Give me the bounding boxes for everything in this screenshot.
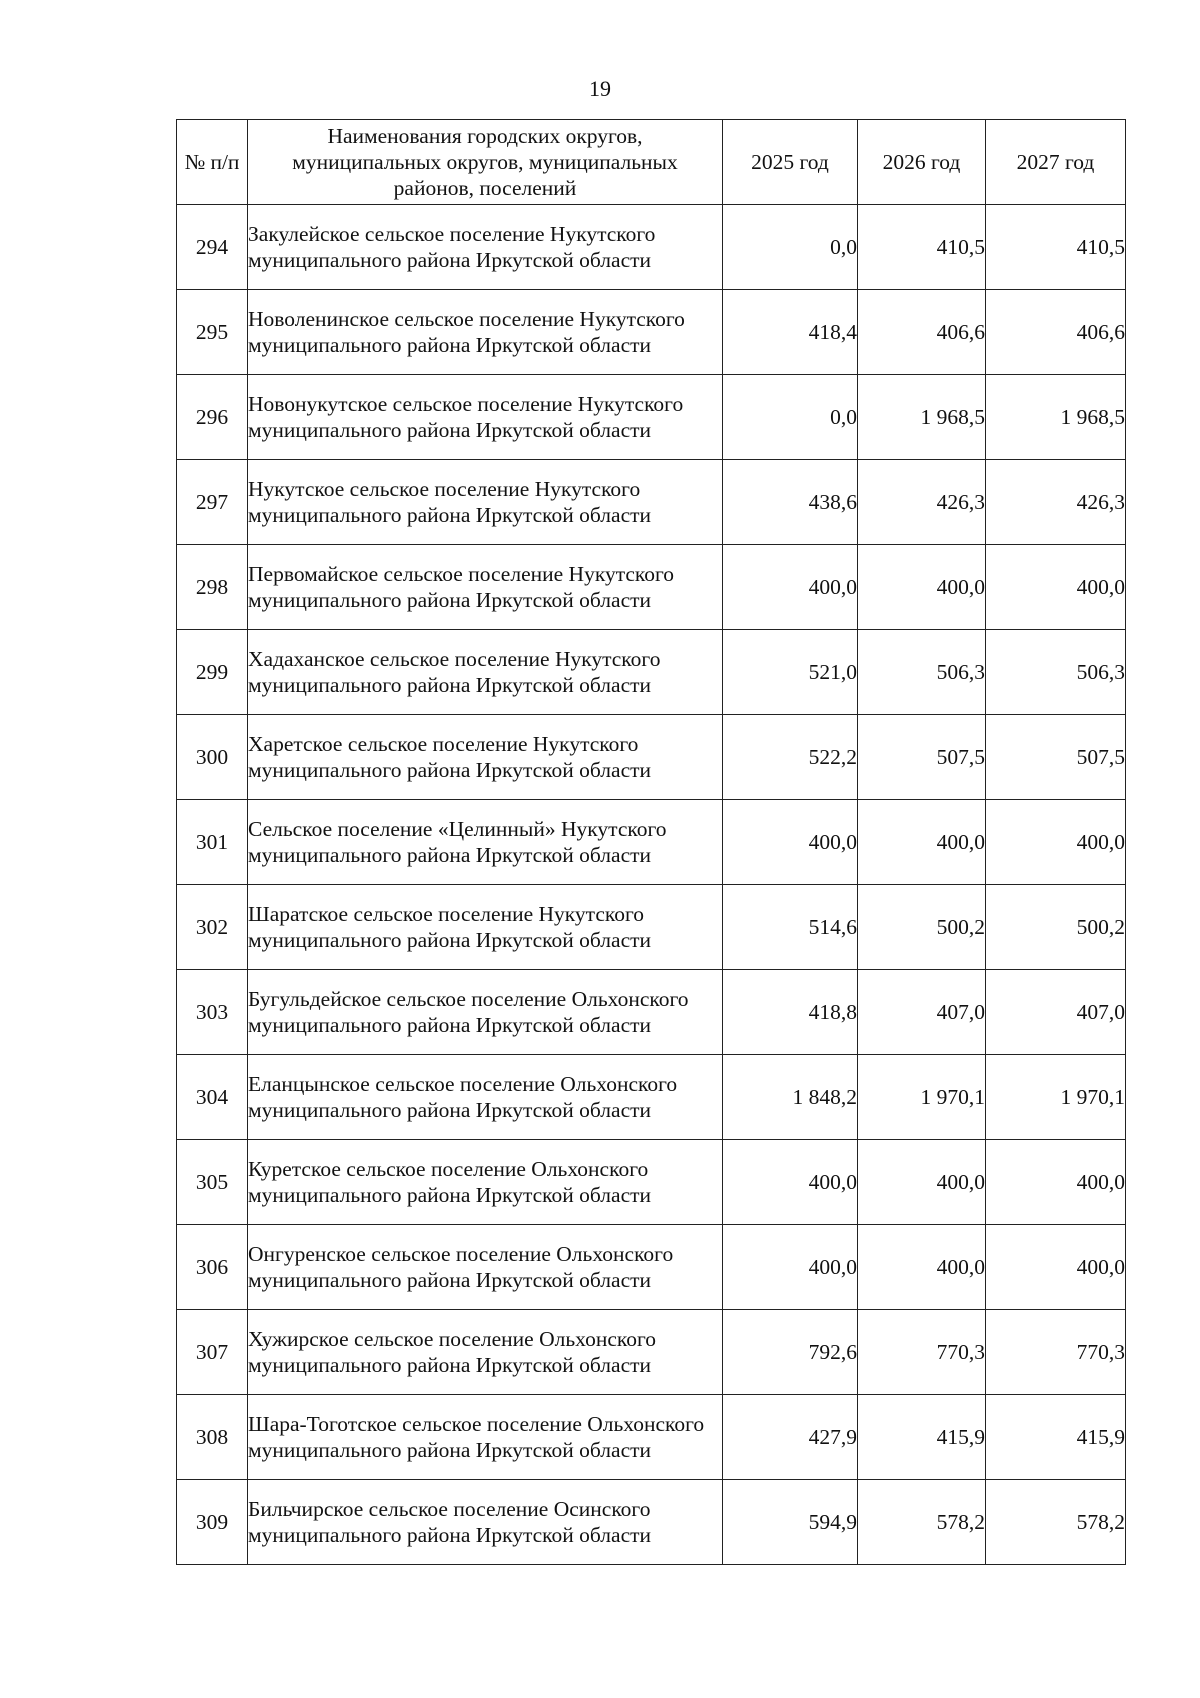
- row-value-2027: 1 968,5: [986, 375, 1126, 460]
- row-value-2025: 400,0: [723, 1225, 858, 1310]
- table-row: [177, 715, 1126, 800]
- row-number: 302: [177, 885, 248, 970]
- row-name: Нукутское сельское поселение Нукутского муниципального района Иркутской области: [248, 460, 723, 545]
- row-value-2026: 1 968,5: [858, 375, 986, 460]
- table-row: [177, 630, 1126, 715]
- row-value-2026: 400,0: [858, 1225, 986, 1310]
- table-header: [177, 120, 1126, 205]
- row-number: 309: [177, 1480, 248, 1565]
- row-number: 307: [177, 1310, 248, 1395]
- row-name: Онгуренское сельское поселение Ольхонского муниципального района Иркутской области: [248, 1225, 723, 1310]
- row-value-2025: 400,0: [723, 1140, 858, 1225]
- header-2026: 2026 год: [858, 120, 986, 205]
- row-name: Новоленинское сельское поселение Нукутского муниципального района Иркутской области: [248, 290, 723, 375]
- row-value-2027: 500,2: [986, 885, 1126, 970]
- table-row: [177, 1055, 1126, 1140]
- row-value-2025: 1 848,2: [723, 1055, 858, 1140]
- row-number: 294: [177, 205, 248, 290]
- row-value-2027: 410,5: [986, 205, 1126, 290]
- table-row: [177, 1395, 1126, 1480]
- row-value-2027: 406,6: [986, 290, 1126, 375]
- header-2027: 2027 год: [986, 120, 1126, 205]
- row-value-2025: 0,0: [723, 375, 858, 460]
- table-row: [177, 1225, 1126, 1310]
- row-number: 306: [177, 1225, 248, 1310]
- table-row: [177, 375, 1126, 460]
- row-number: 301: [177, 800, 248, 885]
- row-value-2025: 522,2: [723, 715, 858, 800]
- row-value-2027: 415,9: [986, 1395, 1126, 1480]
- budget-table: [176, 119, 1126, 1565]
- row-value-2025: 438,6: [723, 460, 858, 545]
- row-value-2027: 507,5: [986, 715, 1126, 800]
- row-number: 305: [177, 1140, 248, 1225]
- row-value-2027: 400,0: [986, 1140, 1126, 1225]
- row-value-2026: 406,6: [858, 290, 986, 375]
- header-name: Наименования городских округов, муниципальных округов, муниципальных районов, поселений: [248, 120, 723, 205]
- row-value-2026: 410,5: [858, 205, 986, 290]
- row-number: 303: [177, 970, 248, 1055]
- row-value-2025: 400,0: [723, 800, 858, 885]
- header-number: № п/п: [177, 120, 248, 205]
- row-number: 296: [177, 375, 248, 460]
- row-name: Закулейское сельское поселение Нукутского муниципального района Иркутской области: [248, 205, 723, 290]
- row-name: Новонукутское сельское поселение Нукутского муниципального района Иркутской области: [248, 375, 723, 460]
- row-name: Шаратское сельское поселение Нукутского муниципального района Иркутской области: [248, 885, 723, 970]
- row-value-2027: 506,3: [986, 630, 1126, 715]
- header-2025: 2025 год: [723, 120, 858, 205]
- row-value-2026: 400,0: [858, 1140, 986, 1225]
- table-row: [177, 800, 1126, 885]
- row-value-2026: 507,5: [858, 715, 986, 800]
- table-row: [177, 885, 1126, 970]
- row-value-2026: 426,3: [858, 460, 986, 545]
- row-name: Бугульдейское сельское поселение Ольхонского муниципального района Иркутской области: [248, 970, 723, 1055]
- table-row: [177, 1310, 1126, 1395]
- table-row: [177, 460, 1126, 545]
- row-value-2025: 418,8: [723, 970, 858, 1055]
- row-value-2025: 521,0: [723, 630, 858, 715]
- row-value-2027: 407,0: [986, 970, 1126, 1055]
- row-number: 298: [177, 545, 248, 630]
- table-row: [177, 290, 1126, 375]
- table-body: [177, 205, 1126, 1565]
- table-row: [177, 205, 1126, 290]
- row-value-2026: 506,3: [858, 630, 986, 715]
- table-row: [177, 1480, 1126, 1565]
- row-number: 308: [177, 1395, 248, 1480]
- row-value-2025: 0,0: [723, 205, 858, 290]
- row-name: Шара-Тоготское сельское поселение Ольхонского муниципального района Иркутской области: [248, 1395, 723, 1480]
- row-value-2025: 427,9: [723, 1395, 858, 1480]
- row-value-2026: 400,0: [858, 800, 986, 885]
- row-value-2025: 594,9: [723, 1480, 858, 1565]
- row-value-2027: 400,0: [986, 1225, 1126, 1310]
- row-value-2026: 400,0: [858, 545, 986, 630]
- row-name: Еланцынское сельское поселение Ольхонского муниципального района Иркутской области: [248, 1055, 723, 1140]
- row-value-2026: 500,2: [858, 885, 986, 970]
- row-name: Харетское сельское поселение Нукутского муниципального района Иркутской области: [248, 715, 723, 800]
- row-name: Хужирское сельское поселение Ольхонского муниципального района Иркутской области: [248, 1310, 723, 1395]
- row-value-2027: 1 970,1: [986, 1055, 1126, 1140]
- row-value-2027: 578,2: [986, 1480, 1126, 1565]
- row-number: 297: [177, 460, 248, 545]
- row-value-2026: 770,3: [858, 1310, 986, 1395]
- row-number: 300: [177, 715, 248, 800]
- row-value-2027: 400,0: [986, 545, 1126, 630]
- row-value-2026: 415,9: [858, 1395, 986, 1480]
- page-number: 19: [589, 76, 611, 101]
- row-value-2025: 514,6: [723, 885, 858, 970]
- row-number: 295: [177, 290, 248, 375]
- row-name: Хадаханское сельское поселение Нукутского муниципального района Иркутской области: [248, 630, 723, 715]
- table-row: [177, 970, 1126, 1055]
- row-number: 299: [177, 630, 248, 715]
- header-row: [177, 120, 1126, 205]
- table-row: [177, 1140, 1126, 1225]
- row-value-2026: 407,0: [858, 970, 986, 1055]
- table-row: [177, 545, 1126, 630]
- row-value-2026: 578,2: [858, 1480, 986, 1565]
- row-value-2025: 792,6: [723, 1310, 858, 1395]
- row-name: Куретское сельское поселение Ольхонского муниципального района Иркутской области: [248, 1140, 723, 1225]
- row-value-2025: 400,0: [723, 545, 858, 630]
- row-value-2027: 426,3: [986, 460, 1126, 545]
- row-value-2027: 400,0: [986, 800, 1126, 885]
- row-value-2026: 1 970,1: [858, 1055, 986, 1140]
- row-value-2027: 770,3: [986, 1310, 1126, 1395]
- row-name: Бильчирское сельское поселение Осинского муниципального района Иркутской области: [248, 1480, 723, 1565]
- row-name: Первомайское сельское поселение Нукутского муниципального района Иркутской области: [248, 545, 723, 630]
- row-number: 304: [177, 1055, 248, 1140]
- row-value-2025: 418,4: [723, 290, 858, 375]
- row-name: Сельское поселение «Целинный» Нукутского муниципального района Иркутской области: [248, 800, 723, 885]
